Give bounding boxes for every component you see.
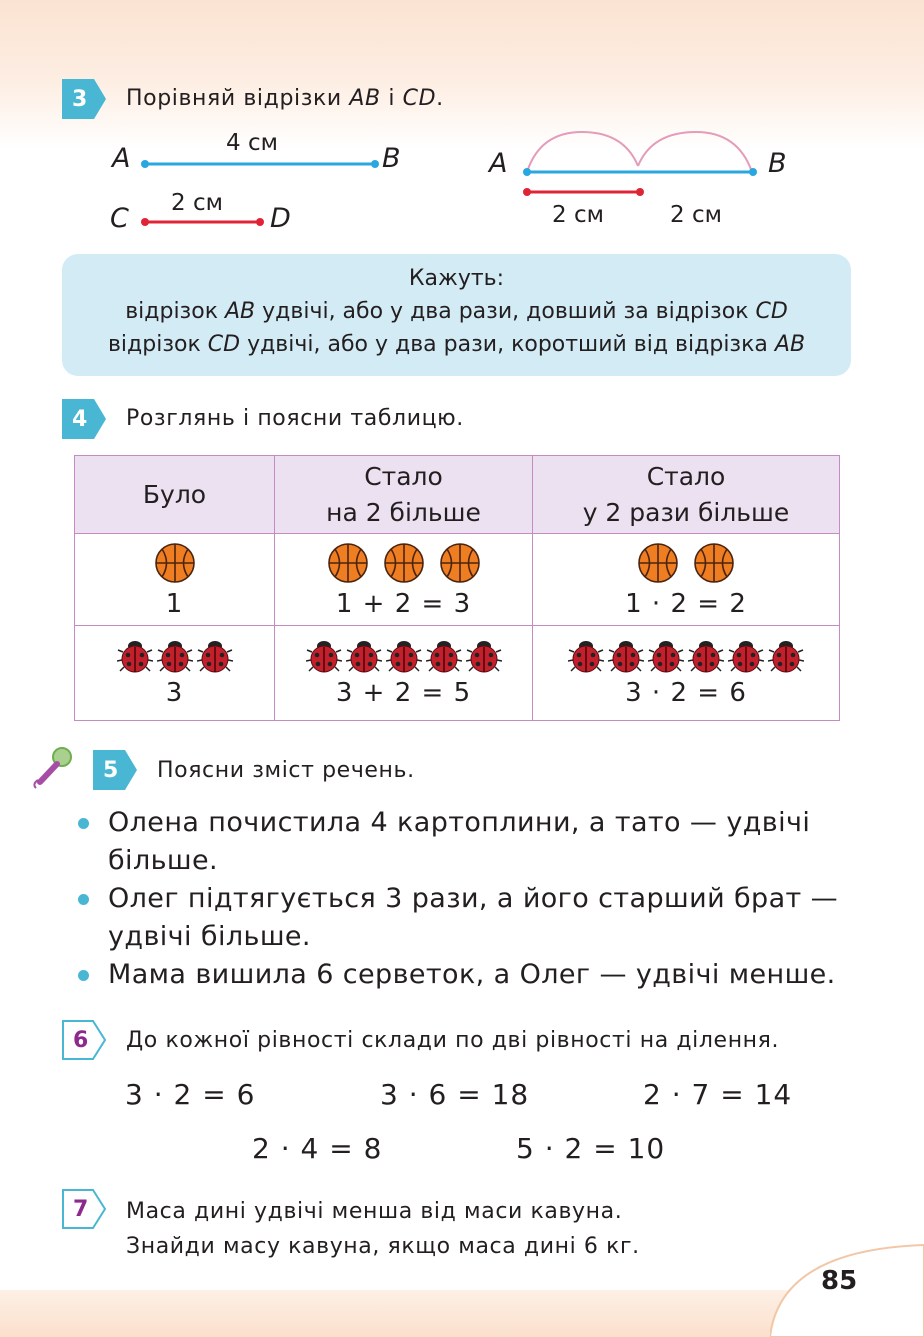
point-a: [523, 168, 531, 176]
definition-text: удвічі, або у два рази, довший за відрізок: [255, 299, 756, 324]
instruction-text: і: [380, 86, 403, 111]
definition-line-1: [62, 295, 851, 328]
basketball-icon: [636, 541, 680, 585]
point-b: [371, 160, 379, 168]
segment-name: AB: [774, 332, 806, 357]
label-point-c: C: [110, 203, 129, 234]
cell-value: 3 + 2 = 5: [335, 678, 472, 708]
header-line: у 2 рази більше: [582, 497, 790, 527]
cell-value: 1: [165, 588, 184, 619]
list-item-text: Олена почистила 4 картоплини, а тато — удвічі більше.: [108, 807, 811, 876]
definition-line-2: [62, 328, 851, 361]
segment-name: CD: [755, 299, 788, 324]
segment-name: CD: [402, 86, 437, 111]
point-c: [141, 218, 149, 226]
equation-1: 3 · 2 = 6: [125, 1078, 256, 1111]
page-header-background: [0, 0, 924, 150]
segment-comparison-diagram: [500, 120, 780, 210]
cell-value: 3: [165, 678, 184, 708]
table-cell: [533, 626, 840, 721]
basketball-icon: [153, 541, 197, 585]
basketball-icon: [692, 541, 736, 585]
header-line: Було: [142, 479, 207, 509]
instruction-text: Порівняй відрізки: [126, 86, 350, 111]
sentence-list: [72, 804, 862, 994]
table-cell: [275, 534, 533, 626]
task-7-number-badge: [62, 1187, 108, 1231]
point-d: [256, 218, 264, 226]
definition-text: удвічі, або у два рази, коротший від відрізка: [240, 332, 775, 357]
task-6-number-badge: [62, 1018, 108, 1062]
header-was: [75, 456, 275, 534]
instruction-text: .: [436, 86, 444, 111]
ladybug-icon: [648, 638, 684, 674]
arc-first-half: [527, 132, 638, 172]
label-point-b: B: [768, 148, 787, 179]
task-number: 6: [73, 1027, 89, 1053]
task-number: 4: [72, 406, 88, 432]
label-ab-length: 4 см: [226, 130, 278, 156]
task-number: 7: [73, 1196, 89, 1222]
arc-second-half: [638, 132, 752, 172]
label-point-d: D: [270, 203, 291, 234]
bullet-dot: [78, 970, 89, 981]
ladybug-icon: [197, 638, 233, 674]
cell-value: 3 · 2 = 6: [625, 678, 747, 708]
ladybug-icon: [568, 638, 604, 674]
ladybug-icon: [117, 638, 153, 674]
ladybug-icon: [728, 638, 764, 674]
ladybug-icon: [346, 638, 382, 674]
definition-text: відрізок: [107, 332, 208, 357]
task-number: 5: [103, 757, 119, 783]
list-item: [72, 804, 862, 880]
task-3-number-badge: [62, 77, 108, 121]
table-row: [75, 626, 840, 721]
task-6-instruction: До кожної рівності склади по дві рівності на ділення.: [126, 1028, 780, 1053]
task-4-number-badge: [62, 397, 108, 441]
label-part-2: 2 см: [670, 202, 722, 228]
task-number: 3: [72, 86, 88, 112]
ladybug-icon: [466, 638, 502, 674]
segment-name: AB: [225, 299, 256, 324]
cell-value: 1 + 2 = 3: [335, 588, 472, 619]
label-point-b: B: [382, 143, 401, 174]
task-4-instruction: Розглянь і поясни таблицю.: [126, 406, 464, 431]
table-row: [75, 534, 840, 626]
ladybug-icon: [426, 638, 462, 674]
equation-3: 2 · 7 = 14: [643, 1078, 793, 1111]
table-header-row: [75, 456, 840, 534]
basketball-icon-group: [75, 541, 274, 585]
bullet-dot: [78, 818, 89, 829]
task-7-line-1: Маса дині удвічі менша від маси кавуна.: [126, 1199, 623, 1224]
bullet-dot: [78, 894, 89, 905]
label-point-a: A: [112, 143, 131, 174]
table-cell: [75, 534, 275, 626]
equation-2: 3 · 6 = 18: [380, 1078, 530, 1111]
ladybug-icon: [688, 638, 724, 674]
table-cell: [75, 626, 275, 721]
header-line: Стало: [646, 461, 726, 491]
definition-box: [62, 254, 851, 376]
segment-name: AB: [349, 86, 381, 111]
label-part-1: 2 см: [552, 202, 604, 228]
task-5-number-badge: [93, 748, 139, 792]
cell-value: 1 · 2 = 2: [625, 588, 747, 619]
point-a: [141, 160, 149, 168]
basketball-icon: [382, 541, 426, 585]
list-item: [72, 880, 862, 956]
equation-4: 2 · 4 = 8: [252, 1132, 383, 1165]
equation-5: 5 · 2 = 10: [516, 1132, 666, 1165]
ladybug-icon: [608, 638, 644, 674]
header-plus-two: [275, 456, 533, 534]
list-item: [72, 956, 862, 994]
ladybug-icon: [386, 638, 422, 674]
definition-title: Кажуть:: [408, 266, 505, 291]
list-item-text: Мама вишила 6 серветок, а Олег — удвічі менше.: [108, 959, 836, 990]
ladybug-icon: [768, 638, 804, 674]
ladybug-icon-group: [533, 638, 839, 674]
ladybug-icon-group: [75, 638, 274, 674]
table-cell: [533, 534, 840, 626]
header-line: на 2 більше: [326, 497, 481, 527]
point-b: [749, 168, 757, 176]
point-c: [523, 188, 531, 196]
basketball-icon-group: [275, 541, 532, 585]
point-d: [636, 188, 644, 196]
task-5-instruction: Поясни зміст речень.: [157, 758, 415, 783]
segment-name: CD: [207, 332, 241, 357]
comparison-table: [74, 455, 840, 721]
microphone-icon: [30, 744, 76, 794]
basketball-icon: [326, 541, 370, 585]
task-3-instruction: [126, 86, 444, 111]
ladybug-icon-group: [275, 638, 532, 674]
page-number: 85: [821, 1266, 858, 1296]
table-cell: [275, 626, 533, 721]
definition-text: відрізок: [125, 299, 225, 324]
ladybug-icon: [157, 638, 193, 674]
ladybug-icon: [306, 638, 342, 674]
header-line: Стало: [364, 461, 443, 491]
label-point-a: A: [489, 148, 508, 179]
task-7-line-2: Знайди масу кавуна, якщо маса дині 6 кг.: [126, 1234, 640, 1259]
basketball-icon: [438, 541, 482, 585]
label-cd-length: 2 см: [171, 190, 223, 216]
list-item-text: Олег підтягується 3 рази, а його старший брат — удвічі більше.: [108, 883, 839, 952]
header-times-two: [533, 456, 840, 534]
basketball-icon-group: [533, 541, 839, 585]
